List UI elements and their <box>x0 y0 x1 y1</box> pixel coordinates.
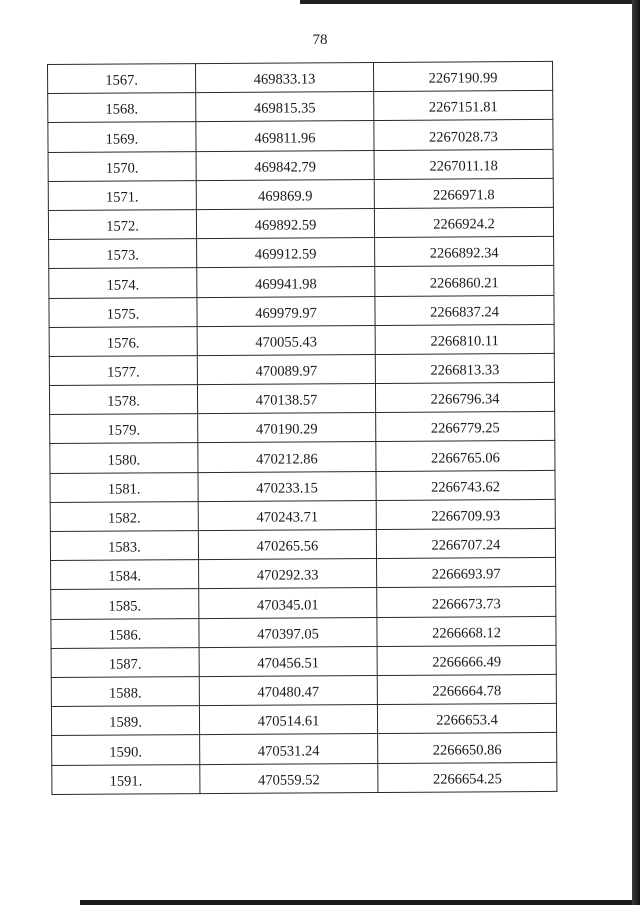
y-coordinate-cell: 2267028.73 <box>374 120 553 150</box>
point-number-cell: 1569. <box>48 122 196 152</box>
point-number-cell: 1585. <box>51 589 199 619</box>
table-row <box>50 499 555 531</box>
point-number-cell: 1590. <box>52 735 200 765</box>
table-row <box>50 528 555 560</box>
y-coordinate-cell: 2266779.25 <box>376 412 555 442</box>
point-number-cell: 1575. <box>49 297 197 327</box>
y-coordinate-cell: 2266673.73 <box>377 587 556 617</box>
table-row <box>50 470 555 502</box>
point-number-cell: 1581. <box>50 472 198 502</box>
table-row <box>49 295 554 327</box>
y-coordinate-cell: 2266707.24 <box>376 528 555 558</box>
y-coordinate-cell: 2266810.11 <box>375 324 554 354</box>
y-coordinate-cell: 2266654.25 <box>378 762 557 792</box>
x-coordinate-cell: 470292.33 <box>199 559 377 589</box>
x-coordinate-cell: 470265.56 <box>198 529 376 559</box>
point-number-cell: 1573. <box>49 239 197 269</box>
y-coordinate-cell: 2267190.99 <box>373 61 552 91</box>
point-number-cell: 1576. <box>49 326 197 356</box>
table-row <box>52 762 557 794</box>
x-coordinate-cell: 469811.96 <box>196 121 374 151</box>
x-coordinate-cell: 470531.24 <box>200 734 378 764</box>
scan-edge-bottom <box>80 900 632 905</box>
point-number-cell: 1586. <box>51 618 199 648</box>
table-row <box>51 645 556 677</box>
table-row <box>48 207 553 239</box>
x-coordinate-cell: 470514.61 <box>199 705 377 735</box>
y-coordinate-cell: 2266650.86 <box>378 733 557 763</box>
point-number-cell: 1572. <box>48 210 196 240</box>
table-row <box>49 353 554 385</box>
x-coordinate-cell: 470138.57 <box>197 384 375 414</box>
point-number-cell: 1568. <box>48 93 196 123</box>
y-coordinate-cell: 2266666.49 <box>377 645 556 675</box>
point-number-cell: 1579. <box>50 414 198 444</box>
y-coordinate-cell: 2266892.34 <box>375 237 554 267</box>
point-number-cell: 1588. <box>51 677 199 707</box>
x-coordinate-cell: 470190.29 <box>198 413 376 443</box>
point-number-cell: 1580. <box>50 443 198 473</box>
point-number-cell: 1591. <box>52 764 200 794</box>
y-coordinate-cell: 2266653.4 <box>377 704 556 734</box>
y-coordinate-cell: 2266693.97 <box>377 558 556 588</box>
point-number-cell: 1587. <box>51 647 199 677</box>
table-row <box>51 558 556 590</box>
point-number-cell: 1589. <box>51 706 199 736</box>
point-number-cell: 1574. <box>49 268 197 298</box>
x-coordinate-cell: 469815.35 <box>196 92 374 122</box>
table-row <box>51 616 556 648</box>
table-row <box>49 382 554 414</box>
table-row <box>48 149 553 181</box>
y-coordinate-cell: 2266664.78 <box>377 674 556 704</box>
table-row <box>48 120 553 152</box>
y-coordinate-cell: 2267151.81 <box>374 91 553 121</box>
y-coordinate-cell: 2266765.06 <box>376 441 555 471</box>
y-coordinate-cell: 2266743.62 <box>376 470 555 500</box>
point-number-cell: 1582. <box>50 501 198 531</box>
coordinates-table-body <box>48 61 557 794</box>
table-row <box>52 733 557 765</box>
y-coordinate-cell: 2266837.24 <box>375 295 554 325</box>
point-number-cell: 1583. <box>50 531 198 561</box>
y-coordinate-cell: 2266813.33 <box>375 353 554 383</box>
scan-edge-right <box>632 0 640 905</box>
table-row <box>51 674 556 706</box>
table-row <box>49 237 554 269</box>
point-number-cell: 1571. <box>48 180 196 210</box>
table-row <box>51 587 556 619</box>
scan-edge-top <box>300 0 632 4</box>
x-coordinate-cell: 470243.71 <box>198 500 376 530</box>
page-number: 78 <box>312 32 328 48</box>
x-coordinate-cell: 469892.59 <box>196 208 374 238</box>
y-coordinate-cell: 2266668.12 <box>377 616 556 646</box>
table-row <box>48 178 553 210</box>
x-coordinate-cell: 470055.43 <box>197 325 375 355</box>
table-row <box>50 412 555 444</box>
x-coordinate-cell: 469979.97 <box>197 296 375 326</box>
x-coordinate-cell: 469941.98 <box>197 267 375 297</box>
x-coordinate-cell: 470345.01 <box>199 588 377 618</box>
table-row <box>50 441 555 473</box>
x-coordinate-cell: 470559.52 <box>200 763 378 793</box>
x-coordinate-cell: 470480.47 <box>199 675 377 705</box>
y-coordinate-cell: 2266860.21 <box>375 266 554 296</box>
x-coordinate-cell: 470397.05 <box>199 617 377 647</box>
coordinates-table <box>47 61 557 795</box>
point-number-cell: 1570. <box>48 151 196 181</box>
point-number-cell: 1577. <box>49 355 197 385</box>
point-number-cell: 1567. <box>48 64 196 94</box>
x-coordinate-cell: 470089.97 <box>197 354 375 384</box>
x-coordinate-cell: 469869.9 <box>196 179 374 209</box>
table-row <box>48 91 553 123</box>
x-coordinate-cell: 469912.59 <box>197 238 375 268</box>
y-coordinate-cell: 2266796.34 <box>375 382 554 412</box>
table-row <box>49 266 554 298</box>
y-coordinate-cell: 2266971.8 <box>374 178 553 208</box>
y-coordinate-cell: 2266709.93 <box>376 499 555 529</box>
x-coordinate-cell: 470233.15 <box>198 471 376 501</box>
point-number-cell: 1578. <box>49 385 197 415</box>
y-coordinate-cell: 2266924.2 <box>374 207 553 237</box>
x-coordinate-cell: 470212.86 <box>198 442 376 472</box>
y-coordinate-cell: 2267011.18 <box>374 149 553 179</box>
table-row <box>49 324 554 356</box>
x-coordinate-cell: 469833.13 <box>196 63 374 93</box>
table-row <box>51 704 556 736</box>
point-number-cell: 1584. <box>51 560 199 590</box>
x-coordinate-cell: 470456.51 <box>199 646 377 676</box>
coordinates-table-wrapper <box>47 61 556 795</box>
x-coordinate-cell: 469842.79 <box>196 150 374 180</box>
table-row <box>48 61 553 93</box>
